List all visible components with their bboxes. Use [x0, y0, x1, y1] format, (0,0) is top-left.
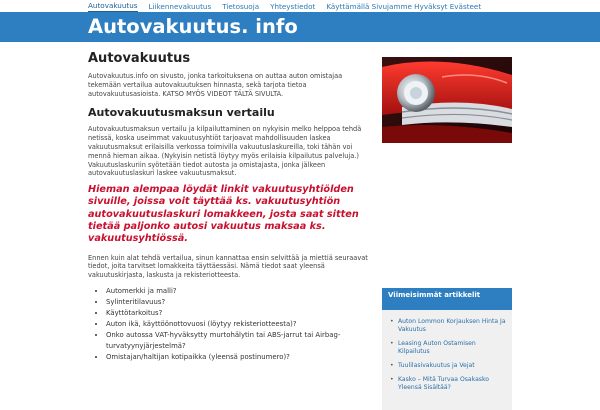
article-list [390, 318, 506, 391]
section-paragraph: Autovakuutusmaksun vertailu ja kilpailuttaminen on nykyisin melko helppoa tehdä netissä, koska useimmat vakuutusyhtiöt tarjoavat mahdollisuuden laskea vakuutusmaksut erilaisilla verkossa toimivilla vakuutuslaskureilla, toki tähän voi mennä hieman aikaa. (Nykyisin netistä löytyy myös erilaisia kilpailutus palveluja.) Vakuutuslaskuriin syötetään tiedot autosta ja omistajasta, jonka jälkeen autovakuutuslaskuri laskee vakuutusmaksut. [88, 125, 362, 178]
nav-autovakuutus[interactable]: Autovakuutus [88, 1, 138, 10]
section-title: Autovakuutusmaksun vertailu [88, 106, 275, 120]
article-link[interactable]: • Leasing Auton Ostamisen Kilpailutus [398, 340, 506, 355]
article-link[interactable]: • Tuulilasivakuutus ja Vejat [398, 362, 506, 370]
list-item: • Auton ikä, käyttöönottovuosi (löytyy rekisteriotteesta)? [106, 319, 368, 330]
list-item: • Onko autossa VAT-hyväksytty murtohälytin tai ABS-jarrut tai Airbag-turvatyynyjärjestelmä? [106, 330, 368, 352]
article-link[interactable]: • Kasko – Mitä Turvaa Osakasko Yleensä Sisältää? [398, 376, 506, 391]
site-title[interactable]: Autovakuutus. info [88, 15, 298, 38]
nav-liikennevakuutus[interactable]: Liikennevakuutus [148, 2, 212, 11]
hero-car-image [382, 57, 512, 143]
main-content [88, 51, 368, 363]
before-paragraph: Ennen kuin alat tehdä vertailua, sinun kannattaa ensin selvittää ja miettiä seuraavat tiedot, joita tarvitset lomakkeita täyttäessäsi. Nämä tiedot saat yleensä vakuutuskirjasta, laskusta ja rekisteriotteesta. [88, 253, 368, 280]
list-item: • Automerkki ja malli? [106, 286, 368, 297]
intro-paragraph: Autovakuutus.info on sivusto, jonka tarkoituksena on auttaa auton omistajaa tekemään vertailua autovakuutuksen hinnasta, sekä tarjota tietoa autovakuutusasioista. KATSO MYÖS VIDEOT TÄLTÄ SIVULTA. [88, 72, 343, 98]
article-link[interactable]: • Auton Lommon Korjauksen Hinta Ja Vakuutus [398, 318, 506, 333]
widget-title: Viimeisimmät artikkelit [382, 288, 512, 310]
car-illustration [382, 57, 512, 143]
list-item: • Käyttötarkoitus? [106, 308, 368, 319]
top-nav [0, 0, 600, 12]
list-item: • Omistajan/haltijan kotipaikka (yleensä postinumero)? [106, 352, 368, 363]
nav-tietosuoja[interactable]: Tietosuoja [222, 2, 260, 11]
page-title: Autovakuutus [88, 51, 191, 66]
recent-articles [382, 310, 512, 410]
sidebar [382, 288, 512, 410]
nav-yhteystiedot[interactable]: Yhteystiedot [270, 2, 316, 11]
list-item: • Sylinteritilavuus? [106, 297, 368, 308]
nav-evasteet[interactable]: Käyttämällä Sivujamme Hyväksyt Evästeet [326, 2, 482, 11]
alert-text: Hieman alempaa löydät linkit vakuutusyhtiölden sivuille, joissa voit täyttää ks. vakuutusyhtiön autovakuutuslaskuri lomakkeen, josta saat sitten tietää paljonko autosi vakuutus maksaa ks. vakuutusyhtiössä. [88, 184, 359, 245]
checklist [88, 286, 368, 363]
